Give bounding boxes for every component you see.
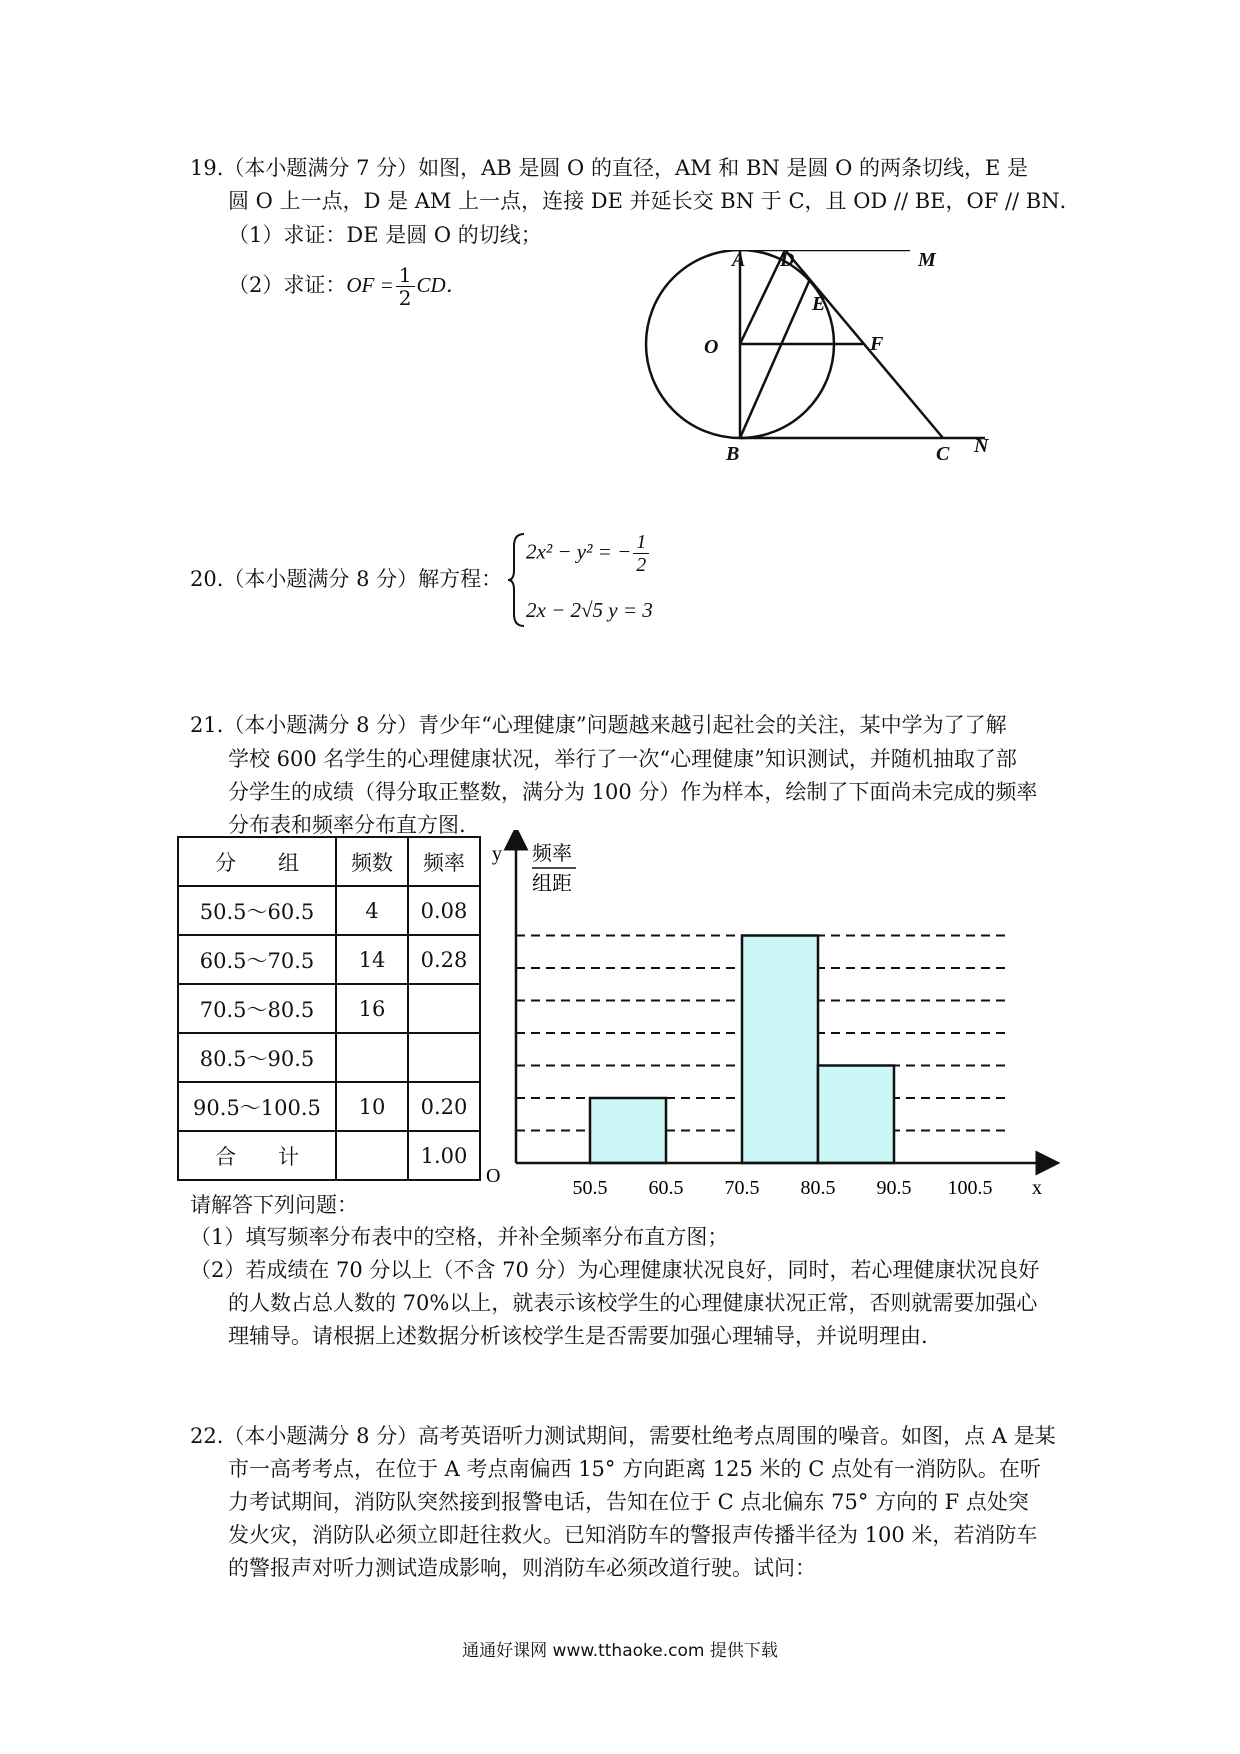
label-d: D — [780, 250, 795, 271]
q21-line-2: 学校 600 名学生的心理健康状况，举行了一次“心理健康”知识测试，并随机抽取了部 — [228, 747, 1017, 771]
table-cell: 0.08 — [408, 886, 480, 935]
page-footer: 通通好课网 www.tthaoke.com 提供下载 — [462, 1641, 778, 1661]
origin-label: O — [486, 1165, 501, 1187]
table-cell: 14 — [336, 935, 408, 984]
q19-part-2-rhs: CD． — [416, 273, 467, 297]
x-tick-label: 90.5 — [876, 1177, 912, 1199]
q19-part-1: （1）求证：DE 是圆 O 的切线； — [228, 223, 542, 247]
q22-line-3: 力考试期间，消防队突然接到报警电话，告知在位于 C 点北偏东 75° 方向的 F 点处突 — [228, 1490, 1029, 1514]
table-cell-blank — [336, 1033, 408, 1082]
table-cell: 10 — [336, 1082, 408, 1131]
table-cell-blank — [408, 984, 480, 1033]
table-row — [178, 1082, 480, 1131]
table-cell: 4 — [336, 886, 408, 935]
table-cell-blank — [408, 1033, 480, 1082]
x-tick-label: 60.5 — [648, 1177, 684, 1199]
x-tick-label: 50.5 — [572, 1177, 608, 1199]
q19-fraction — [396, 264, 415, 309]
table-cell: 0.20 — [408, 1082, 480, 1131]
histogram-bar — [590, 1098, 666, 1163]
histogram-bar — [818, 1066, 894, 1164]
q20-equation-1 — [526, 531, 651, 576]
x-tick-label: 80.5 — [800, 1177, 836, 1199]
q21-line-3: 分学生的成绩（得分取正整数，满分为 100 分）作为样本，绘制了下面尚未完成的频率 — [228, 780, 1038, 804]
q19-circle-figure — [630, 250, 1000, 510]
q21-line-4: 分布表和频率分布直方图. — [228, 813, 466, 837]
table-row — [178, 886, 480, 935]
q19-fraction-denominator: 2 — [398, 286, 412, 310]
table-cell: 16 — [336, 984, 408, 1033]
table-cell: 合 计 — [178, 1131, 336, 1180]
table-cell: 50.5～60.5 — [178, 886, 336, 935]
q19-line-1: 19.（本小题满分 7 分）如图，AB 是圆 O 的直径，AM 和 BN 是圆 O 的两条切线，E 是 — [190, 156, 1029, 180]
frequency-histogram — [480, 830, 1060, 1210]
q21-p2-line-3: 理辅导。请根据上述数据分析该校学生是否需要加强心理辅导，并说明理由. — [228, 1324, 928, 1348]
histogram-bar — [742, 936, 818, 1164]
q20-left-brace — [506, 530, 528, 630]
table-cell: 70.5～80.5 — [178, 984, 336, 1033]
q19-line-2: 圆 O 上一点，D 是 AM 上一点，连接 DE 并延长交 BN 于 C，且 OD // BE，OF // BN． — [228, 189, 1081, 213]
q20-prefix: 20.（本小题满分 8 分）解方程： — [190, 567, 503, 591]
q19-fraction-numerator: 1 — [396, 264, 415, 287]
label-f: F — [870, 333, 884, 355]
q20-eq1-lhs: 2x² − y² = − — [526, 539, 632, 564]
q19-part-2-lhs: OF = — [346, 273, 394, 297]
table-cell: 80.5～90.5 — [178, 1033, 336, 1082]
q22-line-1: 22.（本小题满分 8 分）高考英语听力测试期间，需要杜绝考点周围的噪音。如图，点 A 是某 — [190, 1424, 1056, 1448]
q21-p2-line-2: 的人数占总人数的 70%以上，就表示该校学生的心理健康状况正常，否则就需要加强心 — [228, 1291, 1038, 1315]
table-row — [178, 935, 480, 984]
q21-line-1: 21.（本小题满分 8 分）青少年“心理健康”问题越来越引起社会的关注，某中学为了了解 — [190, 713, 1007, 737]
segment-be — [740, 279, 810, 438]
table-header-count: 频数 — [336, 837, 408, 886]
table-row — [178, 1033, 480, 1082]
segment-od — [740, 250, 785, 344]
x-axis-letter: x — [1032, 1177, 1042, 1199]
q21-after: 请解答下列问题： — [190, 1193, 358, 1217]
label-o: O — [704, 336, 719, 358]
label-a: A — [732, 250, 746, 271]
q21-p1: （1）填写频率分布表中的空格，并补全频率分布直方图； — [190, 1225, 729, 1249]
table-cell: 90.5～100.5 — [178, 1082, 336, 1131]
label-c: C — [936, 443, 950, 465]
table-row — [178, 984, 480, 1033]
table-header-row — [178, 837, 480, 886]
table-cell: 0.28 — [408, 935, 480, 984]
frequency-table — [177, 836, 481, 1181]
q22-line-2: 市一高考考点，在位于 A 考点南偏西 15° 方向距离 125 米的 C 点处有一消防队。在听 — [228, 1457, 1041, 1481]
q22-line-5: 的警报声对听力测试造成影响，则消防车必须改道行驶。试问： — [228, 1556, 816, 1580]
q20-equation-2: 2x − 2√5 y = 3 — [526, 598, 653, 622]
q20-eq1-fraction — [633, 531, 649, 576]
label-n: N — [974, 435, 989, 457]
q20-eq1-denominator: 2 — [636, 554, 647, 576]
y-label-bottom: 组距 — [532, 873, 572, 895]
label-e: E — [812, 293, 826, 315]
histogram-bars — [590, 936, 894, 1164]
q21-p2-line-1: （2）若成绩在 70 分以上（不含 70 分）为心理健康状况良好，同时，若心理健康状况良好 — [190, 1258, 1040, 1282]
q19-part-2 — [228, 264, 467, 309]
label-m: M — [918, 250, 936, 271]
table-header-group: 分 组 — [178, 837, 336, 886]
q20-eq1-numerator: 1 — [633, 531, 649, 554]
x-tick-label: 70.5 — [724, 1177, 760, 1199]
table-cell: 60.5～70.5 — [178, 935, 336, 984]
table-cell-blank — [336, 1131, 408, 1180]
q19-part-2-prefix: （2）求证： — [228, 273, 347, 297]
y-axis-letter: y — [492, 843, 502, 865]
histogram-x-ticks — [573, 1177, 993, 1199]
label-b: B — [726, 443, 740, 465]
table-row-total — [178, 1131, 480, 1180]
q22-line-4: 发火灾，消防队必须立即赶往救火。已知消防车的警报声传播半径为 100 米，若消防车 — [228, 1523, 1038, 1547]
table-header-rate: 频率 — [408, 837, 480, 886]
x-tick-label: 100.5 — [947, 1177, 993, 1199]
y-label-top: 频率 — [532, 843, 572, 865]
table-cell: 1.00 — [408, 1131, 480, 1180]
